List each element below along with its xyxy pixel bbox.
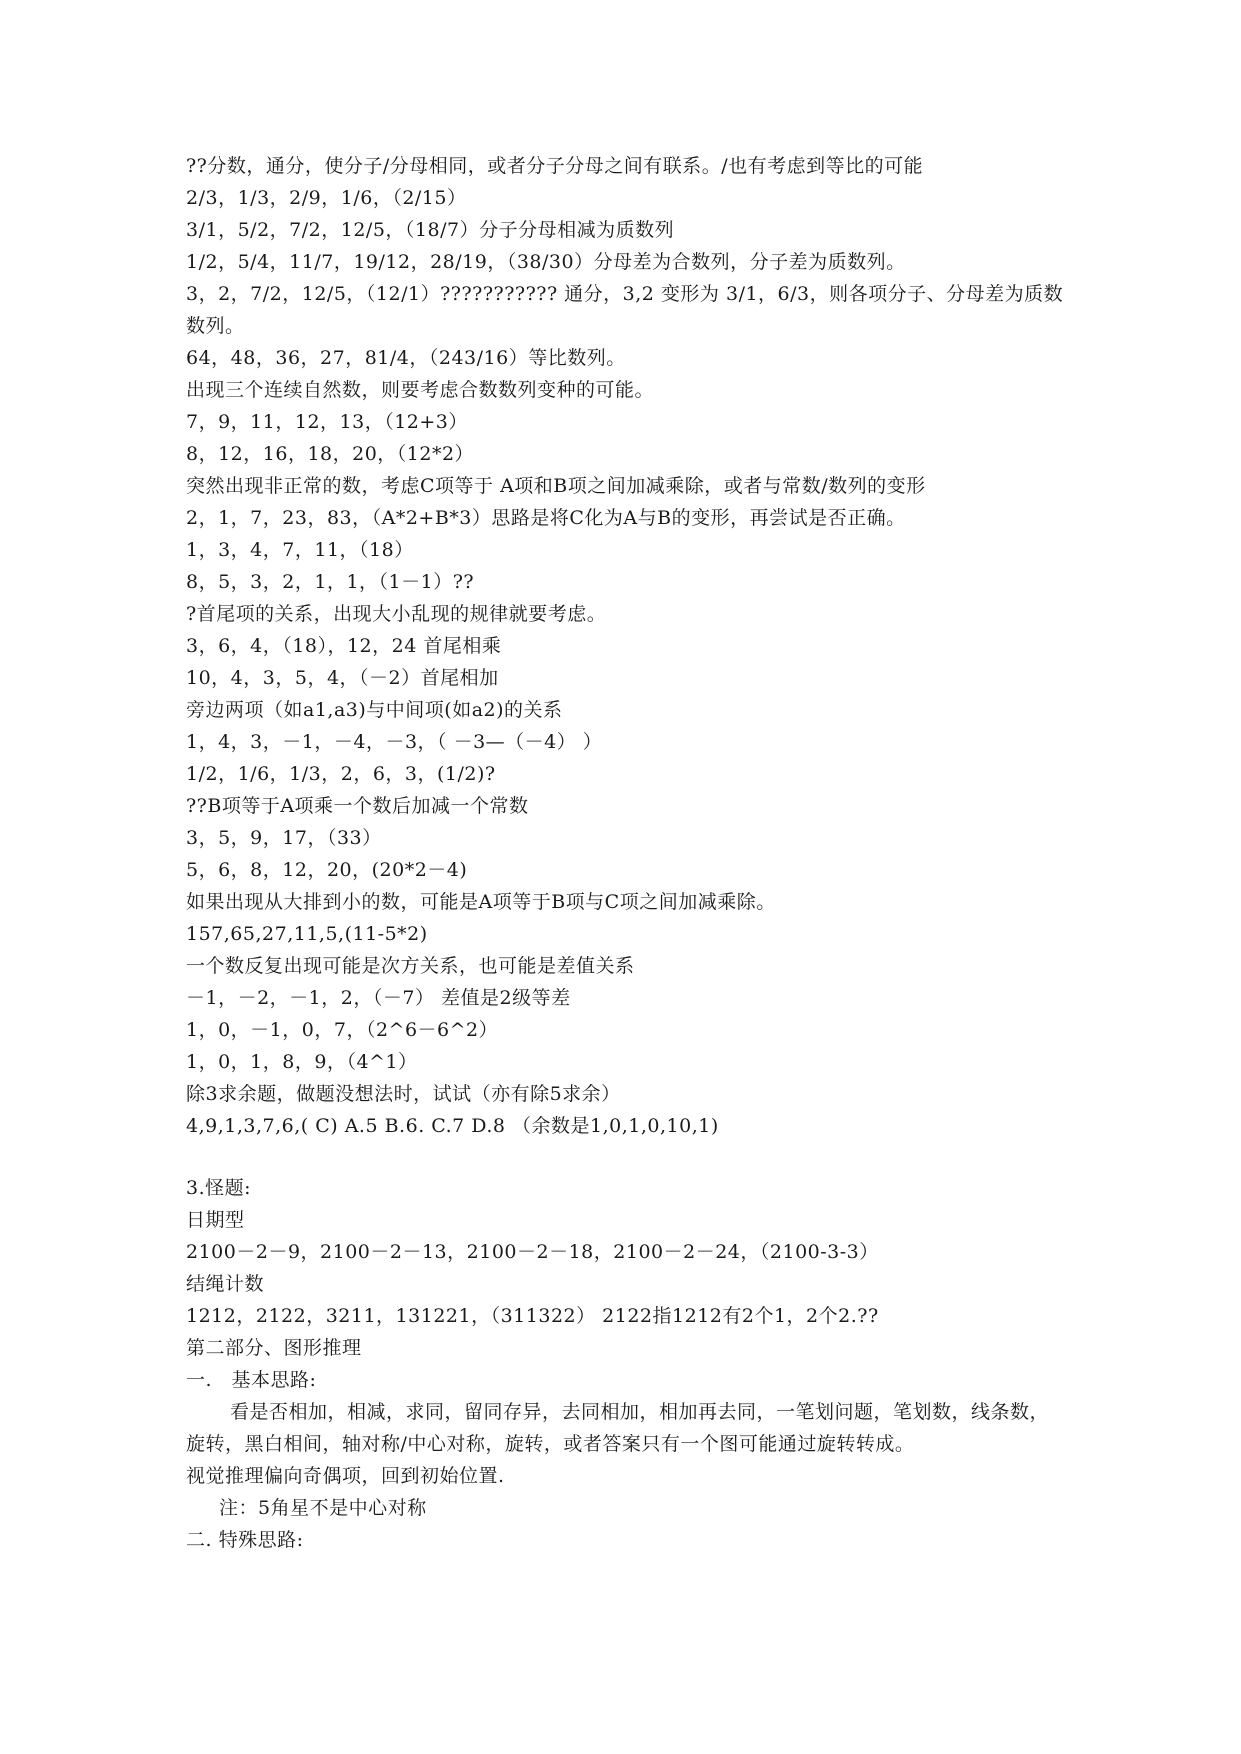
text-line: 5，6，8，12，20，(20*2－4) [186,859,468,881]
text-line: 8，12，16，18，20，（12*2） [186,443,475,465]
text-line: 3，5，9，17，（33） [186,827,382,849]
text-line: 8，5，3，2，1，1，（1－1）?? [186,571,475,593]
text-line: 1，0，－1，0，7，（2^6－6^2） [186,1019,499,1041]
text-line: 突然出现非正常的数，考虑C项等于 A项和B项之间加减乘除，或者与常数/数列的变形 [186,475,926,497]
text-line: 1，3，4，7，11，（18） [186,539,414,561]
part-heading: 第二部分、图形推理 [186,1337,362,1359]
note-line: 注：5角星不是中心对称 [219,1497,427,1519]
text-line: 1/2，1/6，1/3，2，6，3，(1/2)? [186,763,496,785]
text-line: 4,9,1,3,7,6,( C) A.5 B.6. C.7 D.8 （余数是1,0,1,0,10,1) [186,1115,719,1137]
text-line: 1，0，1，8，9，（4^1） [186,1051,418,1073]
text-line: ??分数，通分，使分子/分母相同，或者分子分母之间有联系。/也有考虑到等比的可能 [186,155,924,177]
text-line: 1212，2122，3211，131221，（311322） 2122指1212有2个1，2个2.?? [186,1305,879,1327]
text-line: 157,65,27,11,5,(11-5*2) [186,923,428,945]
text-line: 3，6，4，（18），12，24 首尾相乘 [186,635,502,657]
text-line: 3/1，5/2，7/2，12/5，（18/7）分子分母相减为质数列 [186,219,675,241]
text-line: ??B项等于A项乘一个数后加减一个常数 [186,795,529,817]
section-heading: 3.怪题: [186,1177,252,1199]
document-body [186,150,1066,1556]
text-line: 1，4，3，－1，－4，－3，（ －3—（－4） ） [186,731,603,753]
text-line: 旁边两项（如a1,a3)与中间项(如a2)的关系 [186,699,563,721]
text-line: 1/2，5/4，11/7，19/12，28/19，（38/30）分母差为合数列，分子差为质数列。 [186,251,906,273]
text-line: 结绳计数 [186,1273,265,1295]
subsection-heading: 一. 基本思路: [186,1369,317,1391]
text-line: 2，1，7，23，83，（A*2+B*3）思路是将C化为A与B的变形，再尝试是否正确。 [186,507,906,529]
text-line: 出现三个连续自然数，则要考虑合数数列变种的可能。 [186,379,655,401]
text-line: 视觉推理偏向奇偶项，回到初始位置. [186,1465,505,1487]
text-line: 一个数反复出现可能是次方关系，也可能是差值关系 [186,955,635,977]
text-line: 2/3，1/3，2/9，1/6，（2/15） [186,187,467,209]
text-line: 如果出现从大排到小的数，可能是A项等于B项与C项之间加减乘除。 [186,891,776,913]
text-line: 3，2，7/2，12/5，（12/1）??????????? 通分，3,2 变形为 3/1，6/3，则各项分子、分母差为质数数列。 [186,283,1064,337]
body-paragraph: 看是否相加，相减，求同，留同存异，去同相加，相加再去同，一笔划问题，笔划数，线条数，旋转，黑白相间，轴对称/中心对称，旋转，或者答案只有一个图可能通过旋转转成。 [186,1401,1050,1455]
text-line: －1，－2，－1，2，（－7） 差值是2级等差 [186,987,571,1009]
text-line: 10，4，3，5，4，（－2）首尾相加 [186,667,499,689]
subsection-heading: 二. 特殊思路: [186,1529,304,1551]
text-line: 64，48，36，27，81/4，（243/16）等比数列。 [186,347,626,369]
text-line: ?首尾项的关系，出现大小乱现的规律就要考虑。 [186,603,607,625]
blank-gap [186,1142,1066,1172]
text-line: 除3求余题，做题没想法时，试试（亦有除5求余） [186,1083,621,1105]
text-line: 2100－2－9，2100－2－13，2100－2－18，2100－2－24，（2100-3-3） [186,1241,879,1263]
text-line: 7，9，11，12，13，（12+3） [186,411,468,433]
text-line: 日期型 [186,1209,245,1231]
